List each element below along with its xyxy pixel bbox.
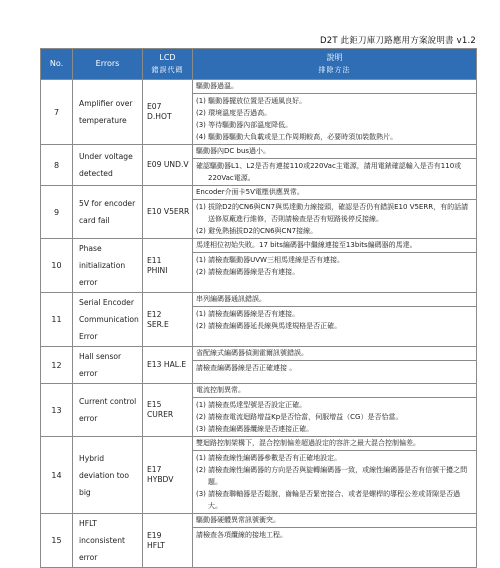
remedy-list xyxy=(193,361,476,375)
header-lcd-subtitle: 錯誤代碼 xyxy=(151,66,184,74)
error-name: Hybrid deviation too big xyxy=(73,437,143,514)
header-description xyxy=(193,49,477,80)
header-lcd xyxy=(143,49,193,80)
error-name: 5V for encoder card fail xyxy=(73,186,143,239)
lcd-code: E09 UND.V xyxy=(143,145,193,186)
error-cause: 雙迴路控制架構下，混合控制偏差超過設定的容許之最大混合控制偏差。 xyxy=(193,437,476,451)
remedy-list xyxy=(193,451,476,513)
remedy-list xyxy=(193,528,476,542)
lcd-code: E15 CURER xyxy=(143,384,193,437)
table-row xyxy=(41,293,477,347)
remedy-item: (2) 請檢查線性編碼器的方向是否與旋轉編碼器一致，或線性編碼器是否有信號干擾之問題。 xyxy=(196,466,468,486)
description-cell xyxy=(193,80,477,145)
row-number: 11 xyxy=(41,293,73,347)
description-cell xyxy=(193,239,477,293)
table-header-row xyxy=(41,49,477,80)
remedy-item: 請檢查各項纜線的接地工程。 xyxy=(196,531,287,539)
description-cell xyxy=(193,514,477,568)
table-row xyxy=(41,514,477,568)
lcd-code: E10 V5ERR xyxy=(143,186,193,239)
lcd-code: E12 SER.E xyxy=(143,293,193,347)
table-row xyxy=(41,384,477,437)
error-cause: 馬達相位初始失敗。17 bits編碼器中繼線連接至13bits編碼器的馬達。 xyxy=(193,239,476,253)
error-cause: 驅動器內DC bus過小。 xyxy=(193,145,476,159)
error-table xyxy=(40,48,477,568)
description-cell xyxy=(193,186,477,239)
error-name: HFLT inconsistent error xyxy=(73,514,143,568)
error-cause: 串列編碼器通訊錯誤。 xyxy=(193,293,476,307)
header-desc-subtitle: 排除方法 xyxy=(318,66,351,74)
error-cause: 驅動器過溫。 xyxy=(193,80,476,94)
error-cause: Encoder介面卡5V電壓供應異常。 xyxy=(193,186,476,200)
remedy-list xyxy=(193,253,476,279)
remedy-list xyxy=(193,200,476,238)
error-name: Current control error xyxy=(73,384,143,437)
description-cell xyxy=(193,293,477,347)
header-no: No. xyxy=(41,49,73,80)
row-number: 13 xyxy=(41,384,73,437)
remedy-list xyxy=(193,159,476,185)
remedy-item: (3) 請檢查聯軸器是否鬆脫，齒輪是否緊密接合、或者是螺桿的導程公差或背隙是否過大。 xyxy=(196,490,461,510)
table-row xyxy=(41,186,477,239)
error-name: Amplifier over temperature xyxy=(73,80,143,145)
remedy-item: (1) 拔除D2的CN6與CN7與馬達動力線接頭，確認是否仍有錯誤E10 V5ERR，有的話請送修原廠進行維修，否則請檢查是否有短路後停反接線。 xyxy=(196,203,469,223)
error-cause: 省配線式編碼器偵測霍爾訊號錯誤。 xyxy=(193,347,476,361)
row-number: 12 xyxy=(41,347,73,384)
header-errors: Errors xyxy=(73,49,143,80)
remedy-item: (2) 環境溫度是否過高。 xyxy=(196,109,272,117)
remedy-item: (3) 請檢查編碼器纜線是否連接正確。 xyxy=(196,425,314,433)
lcd-code: E11 PHINI xyxy=(143,239,193,293)
remedy-item: (3) 等待驅動器內部溫度降低。 xyxy=(196,121,293,129)
row-number: 8 xyxy=(41,145,73,186)
lcd-code: E17 HYBDV xyxy=(143,437,193,514)
row-number: 10 xyxy=(41,239,73,293)
description-cell xyxy=(193,347,477,384)
document-header: D2T 此鉅刀庫刀路應用方案說明書 v1.2 xyxy=(320,36,476,46)
description-cell xyxy=(193,384,477,437)
table-row xyxy=(41,80,477,145)
remedy-item: (2) 請檢查編碼器延長線與馬達規格是否正確。 xyxy=(196,322,342,330)
remedy-item: (1) 請檢查馬達型號是否設定正確。 xyxy=(196,401,307,409)
table-row xyxy=(41,347,477,384)
lcd-code: E19 HFLT xyxy=(143,514,193,568)
description-cell xyxy=(193,437,477,514)
remedy-item: (1) 請檢查編碼器線是否有連接。 xyxy=(196,310,300,318)
row-number: 14 xyxy=(41,437,73,514)
header-lcd-title: LCD xyxy=(159,53,176,62)
table-row xyxy=(41,239,477,293)
remedy-list xyxy=(193,94,476,144)
error-name: Phase initialization error xyxy=(73,239,143,293)
row-number: 7 xyxy=(41,80,73,145)
remedy-item: (4) 驅動器驅動大負載或是工作周期較高，必要時須加裝散熱片。 xyxy=(196,133,398,141)
remedy-item: (2) 請檢查編碼器線是否有連接。 xyxy=(196,268,300,276)
remedy-item: (2) 避免熱插拔D2的CN6與CN7接線。 xyxy=(196,227,318,235)
remedy-list xyxy=(193,398,476,436)
row-number: 15 xyxy=(41,514,73,568)
remedy-list xyxy=(193,307,476,333)
table-row xyxy=(41,437,477,514)
error-name: Under voltage detected xyxy=(73,145,143,186)
table-body xyxy=(41,80,477,568)
remedy-item: (1) 請檢查驅動器UVW三相馬達線是否有連接。 xyxy=(196,256,344,264)
lcd-code: E13 HAL.E xyxy=(143,347,193,384)
description-cell xyxy=(193,145,477,186)
error-name: Serial Encoder Communication Error xyxy=(73,293,143,347)
lcd-code: E07 D.HOT xyxy=(143,80,193,145)
remedy-item: (1) 請檢查線性編碼器參數是否有正確地設定。 xyxy=(196,454,342,462)
table-row xyxy=(41,145,477,186)
remedy-item: 確認驅動器L1、L2是否有連接110或220Vac主電源，請用電錶確認輸入是否有110或220Vac電源。 xyxy=(196,162,462,182)
row-number: 9 xyxy=(41,186,73,239)
error-cause: 電流控制異常。 xyxy=(193,384,476,398)
remedy-item: 請檢查編碼器線是否正確連接 。 xyxy=(196,364,297,372)
error-cause: 驅動器硬體異常訊號衝突。 xyxy=(193,514,476,528)
error-name: Hall sensor error xyxy=(73,347,143,384)
remedy-item: (1) 驅動器擺放位置是否通風良好。 xyxy=(196,97,307,105)
header-desc-title: 說明 xyxy=(326,53,343,62)
remedy-item: (2) 請檢查電流迴路增益Kp是否恰當，伺服增益（CG）是否恰當。 xyxy=(196,413,403,421)
